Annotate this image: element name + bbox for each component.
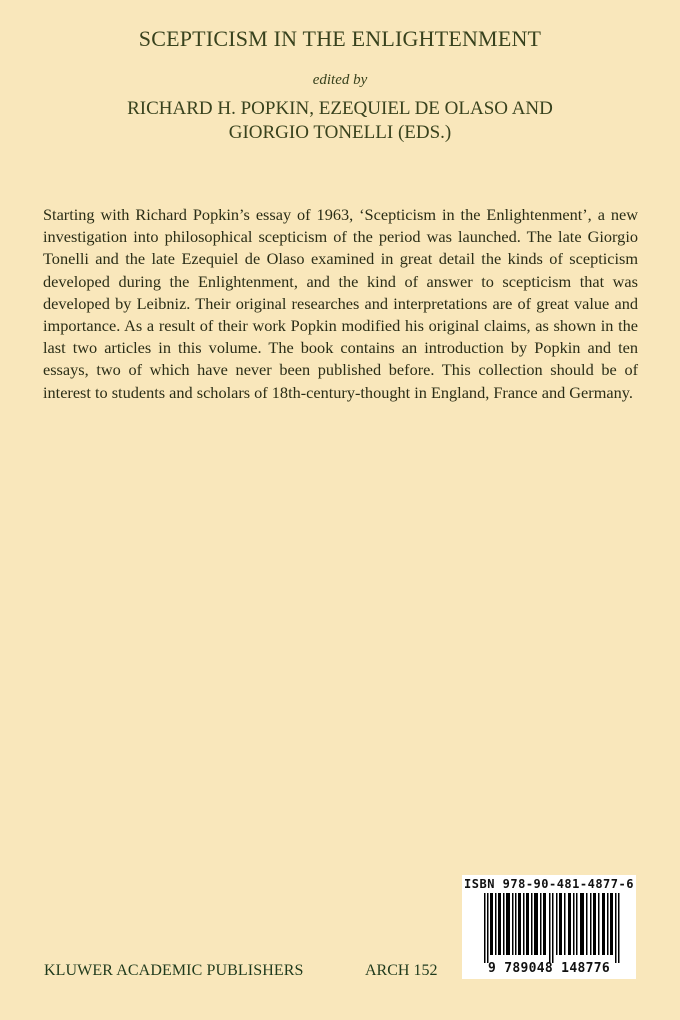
- isbn-label: ISBN 978-90-481-4877-6: [464, 877, 634, 891]
- series-number: ARCH 152: [365, 962, 438, 979]
- book-title: SCEPTICISM IN THE ENLIGHTENMENT: [138, 26, 542, 51]
- barcode-box: [462, 875, 636, 979]
- edited-by-label: edited by: [312, 72, 368, 88]
- editors: [0, 97, 680, 145]
- ean-digits: 9 789048 148776: [488, 961, 610, 976]
- blurb-paragraph: Starting with Richard Popkin’s essay of 1963, ‘Scepticism in the Enlightenment’, a new investigation into philosophical scepticism of the period was launched. The late Giorgio Tonelli and the late Ezequiel de Olaso examined in great detail the kinds of scepticism developed during the Enlightenment, and the kind of answer to scepticism that was developed by Leibniz. Their original researches and interpretations are of great value and importance. As a result of their work Popkin modified his original claims, as shown in the last two articles in this volume. The book contains an introduction by Popkin and ten essays, two of which have never been published before. This collection should be of interest to students and scholars of 18th-century-thought in England, France and Germany.: [43, 205, 638, 402]
- barcode-icon: [482, 893, 622, 963]
- editors-line-2: GIORGIO TONELLI (EDS.): [228, 122, 452, 143]
- editors-line-1: RICHARD H. POPKIN, EZEQUIEL DE OLASO AND: [127, 98, 553, 119]
- publisher-name: KLUWER ACADEMIC PUBLISHERS: [44, 962, 304, 979]
